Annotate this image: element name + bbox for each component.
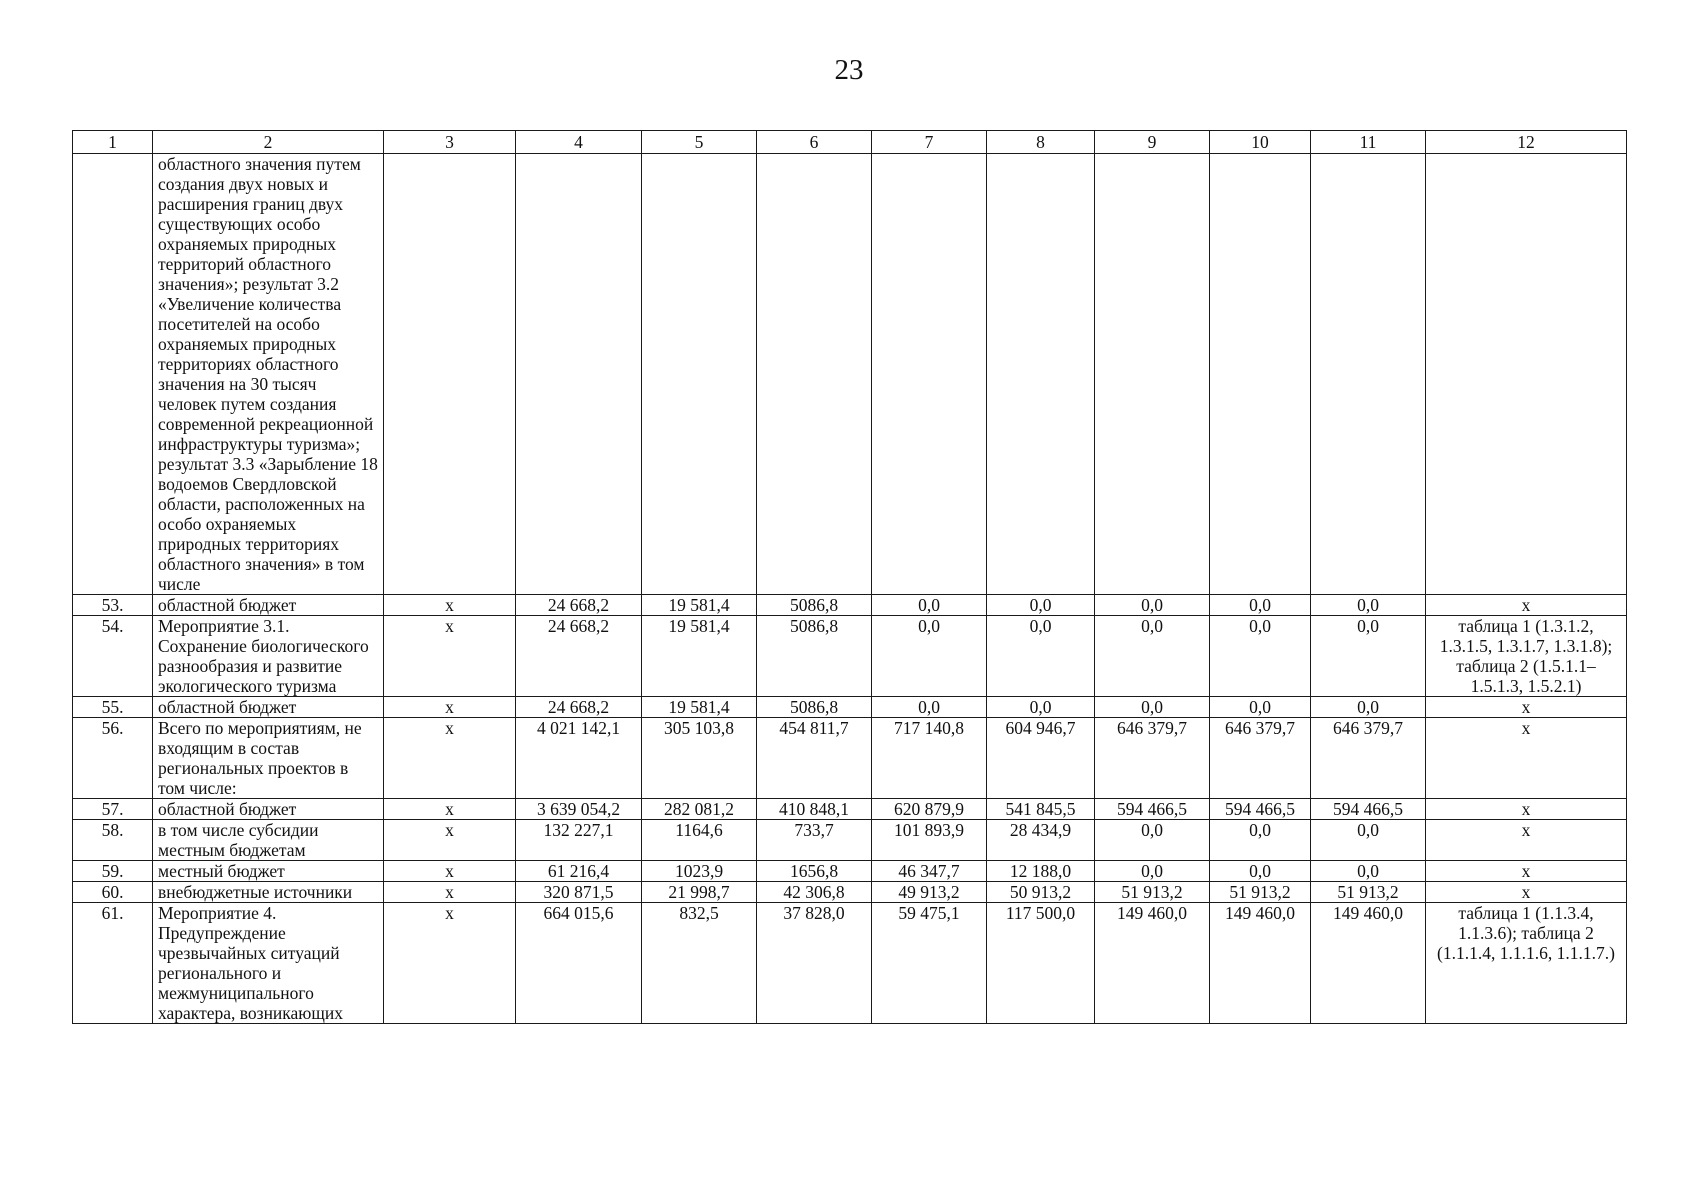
item-name-cell: в том числе субсидии местным бюджетам [153,820,384,861]
row-number-cell: 61. [73,903,153,1024]
table-row [73,882,1627,903]
amount-cell: 46 347,7 [872,861,987,882]
table-row [73,697,1627,718]
amount-cell: 1656,8 [757,861,872,882]
continuation-row [73,154,1627,595]
amount-cell: 28 434,9 [987,820,1095,861]
empty-cell [1426,154,1627,595]
amount-cell: 5086,8 [757,616,872,697]
amount-cell: 0,0 [1095,861,1210,882]
column-number: 4 [516,131,642,154]
amount-cell: 149 460,0 [1210,903,1311,1024]
item-name-cell: Мероприятие 3.1. Сохранение биологического разнообразия и развитие экологического туризма [153,616,384,697]
empty-cell [987,154,1095,595]
amount-cell: 541 845,5 [987,799,1095,820]
amount-cell: 19 581,4 [642,697,757,718]
amount-cell: 117 500,0 [987,903,1095,1024]
amount-cell: 51 913,2 [1311,882,1426,903]
column-number: 6 [757,131,872,154]
amount-cell: 3 639 054,2 [516,799,642,820]
empty-cell [757,154,872,595]
amount-cell: 19 581,4 [642,595,757,616]
reference-cell: х [1426,820,1627,861]
continuation-text: областного значения путем создания двух новых и расширения границ двух существующих особо охраняемых природных территорий областного значения»; результат 3.2 «Увеличение количества посетителей на особо охраняемых природных территориях областного значения на 30 тысяч человек путем создания современной рекреационной инфраструктуры туризма»; результат 3.3 «Зарыбление 18 водоемов Свердловской области, расположенных на особо охраняемых природных территориях областного значения» в том числе [153,154,384,595]
column-number: 1 [73,131,153,154]
table-row [73,616,1627,697]
amount-cell: 733,7 [757,820,872,861]
amount-cell: 4 021 142,1 [516,718,642,799]
amount-cell: 21 998,7 [642,882,757,903]
amount-cell: 19 581,4 [642,616,757,697]
row-number-cell: 60. [73,882,153,903]
page-number: 23 [834,54,864,86]
amount-cell: 101 893,9 [872,820,987,861]
column-number: 5 [642,131,757,154]
empty-cell [1095,154,1210,595]
reference-cell: х [1426,861,1627,882]
table-row [73,861,1627,882]
reference-cell: таблица 1 (1.3.1.2, 1.3.1.5, 1.3.1.7, 1.3.1.8); таблица 2 (1.5.1.1– 1.5.1.3, 1.5.2.1) [1426,616,1627,697]
item-name-cell: областной бюджет [153,697,384,718]
amount-cell: 37 828,0 [757,903,872,1024]
amount-cell: 646 379,7 [1095,718,1210,799]
amount-cell: 0,0 [1210,697,1311,718]
amount-cell: 0,0 [1210,861,1311,882]
amount-cell: 0,0 [987,697,1095,718]
amount-cell: 49 913,2 [872,882,987,903]
table-row [73,903,1627,1024]
amount-cell: 51 913,2 [1210,882,1311,903]
amount-cell: 0,0 [1095,697,1210,718]
amount-cell: 24 668,2 [516,616,642,697]
amount-cell: 832,5 [642,903,757,1024]
empty-cell [872,154,987,595]
amount-cell: 646 379,7 [1311,718,1426,799]
reference-cell: х [1426,882,1627,903]
amount-cell: 24 668,2 [516,697,642,718]
empty-cell [642,154,757,595]
row-number-cell: 55. [73,697,153,718]
column-3-cell: х [384,718,516,799]
amount-cell: 1164,6 [642,820,757,861]
amount-cell: 0,0 [987,616,1095,697]
amount-cell: 0,0 [1095,616,1210,697]
amount-cell: 320 871,5 [516,882,642,903]
amount-cell: 51 913,2 [1095,882,1210,903]
item-name-cell: Мероприятие 4. Предупреждение чрезвычайных ситуаций регионального и межмуниципального характера, возникающих [153,903,384,1024]
reference-cell: х [1426,718,1627,799]
amount-cell: 0,0 [1311,697,1426,718]
amount-cell: 0,0 [1311,820,1426,861]
amount-cell: 0,0 [1095,820,1210,861]
table-row [73,595,1627,616]
row-number-cell: 59. [73,861,153,882]
reference-cell: таблица 1 (1.1.3.4, 1.1.3.6); таблица 2 (1.1.1.4, 1.1.1.6, 1.1.1.7.) [1426,903,1627,1024]
amount-cell: 61 216,4 [516,861,642,882]
empty-cell [1311,154,1426,595]
item-name-cell: областной бюджет [153,799,384,820]
amount-cell: 50 913,2 [987,882,1095,903]
amount-cell: 594 466,5 [1311,799,1426,820]
reference-cell: х [1426,595,1627,616]
amount-cell: 604 946,7 [987,718,1095,799]
budget-table [72,130,1627,1024]
empty-cell [384,154,516,595]
column-3-cell: х [384,861,516,882]
column-number: 11 [1311,131,1426,154]
amount-cell: 0,0 [987,595,1095,616]
amount-cell: 594 466,5 [1210,799,1311,820]
amount-cell: 5086,8 [757,595,872,616]
column-3-cell: х [384,799,516,820]
row-number-cell: 53. [73,595,153,616]
row-number-cell: 56. [73,718,153,799]
column-3-cell: х [384,697,516,718]
column-3-cell: х [384,882,516,903]
amount-cell: 0,0 [1210,595,1311,616]
table-row [73,799,1627,820]
item-name-cell: местный бюджет [153,861,384,882]
row-number-cell: 58. [73,820,153,861]
table-row [73,718,1627,799]
column-number: 3 [384,131,516,154]
reference-cell: х [1426,697,1627,718]
column-number: 12 [1426,131,1627,154]
column-number: 10 [1210,131,1311,154]
amount-cell: 0,0 [1311,616,1426,697]
amount-cell: 149 460,0 [1095,903,1210,1024]
amount-cell: 0,0 [1210,616,1311,697]
amount-cell: 454 811,7 [757,718,872,799]
column-number: 7 [872,131,987,154]
table-row [73,820,1627,861]
column-number: 8 [987,131,1095,154]
amount-cell: 0,0 [1210,820,1311,861]
amount-cell: 410 848,1 [757,799,872,820]
row-number-cell: 57. [73,799,153,820]
empty-cell [1210,154,1311,595]
amount-cell: 149 460,0 [1311,903,1426,1024]
amount-cell: 305 103,8 [642,718,757,799]
column-number: 2 [153,131,384,154]
row-number-cell: 54. [73,616,153,697]
amount-cell: 620 879,9 [872,799,987,820]
column-number: 9 [1095,131,1210,154]
amount-cell: 42 306,8 [757,882,872,903]
amount-cell: 0,0 [1095,595,1210,616]
amount-cell: 282 081,2 [642,799,757,820]
column-3-cell: х [384,903,516,1024]
amount-cell: 12 188,0 [987,861,1095,882]
amount-cell: 0,0 [872,595,987,616]
column-3-cell: х [384,616,516,697]
amount-cell: 5086,8 [757,697,872,718]
amount-cell: 717 140,8 [872,718,987,799]
amount-cell: 0,0 [1311,861,1426,882]
item-name-cell: областной бюджет [153,595,384,616]
amount-cell: 664 015,6 [516,903,642,1024]
amount-cell: 594 466,5 [1095,799,1210,820]
amount-cell: 0,0 [872,697,987,718]
row-number-cell [73,154,153,595]
empty-cell [516,154,642,595]
item-name-cell: внебюджетные источники [153,882,384,903]
column-3-cell: х [384,820,516,861]
amount-cell: 132 227,1 [516,820,642,861]
amount-cell: 1023,9 [642,861,757,882]
amount-cell: 24 668,2 [516,595,642,616]
column-number-row [73,131,1627,154]
column-3-cell: х [384,595,516,616]
amount-cell: 0,0 [1311,595,1426,616]
item-name-cell: Всего по мероприятиям, не входящим в состав региональных проектов в том числе: [153,718,384,799]
amount-cell: 646 379,7 [1210,718,1311,799]
amount-cell: 0,0 [872,616,987,697]
reference-cell: х [1426,799,1627,820]
amount-cell: 59 475,1 [872,903,987,1024]
